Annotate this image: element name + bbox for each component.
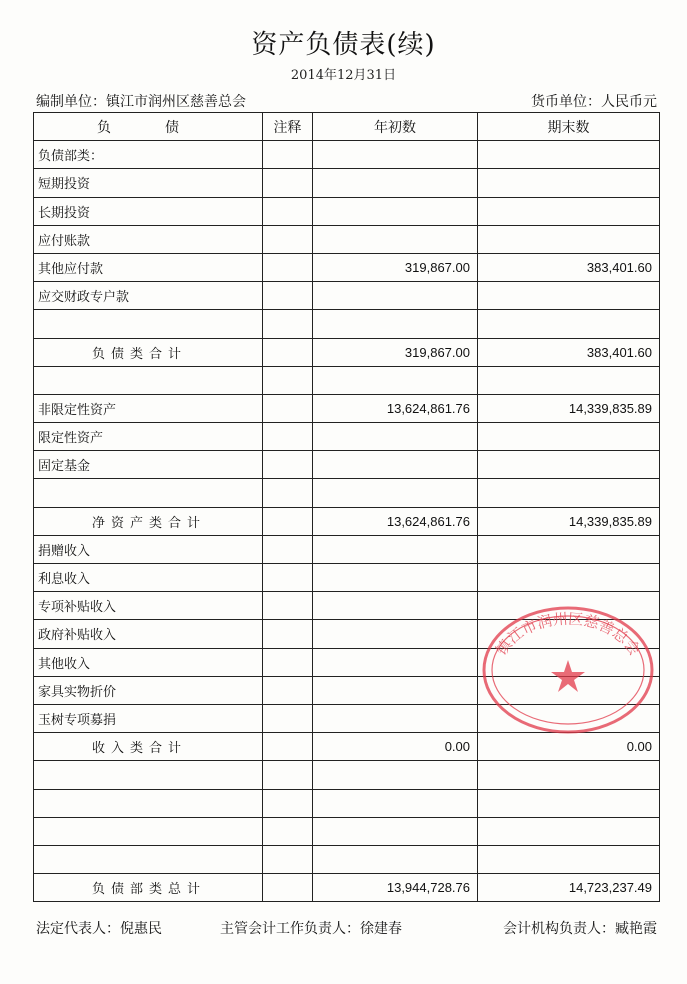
row-beginning-value: 319,867.00 [313, 253, 478, 281]
row-beginning-value [313, 423, 478, 451]
row-beginning-value [313, 169, 478, 197]
row-label [34, 310, 263, 338]
row-beginning-value: 319,867.00 [313, 338, 478, 366]
row-note [263, 141, 313, 169]
row-label: 玉树专项募捐 [34, 704, 263, 732]
row-ending-value [478, 197, 660, 225]
row-note [263, 817, 313, 845]
row-ending-value: 14,723,237.49 [478, 874, 660, 902]
table-row [34, 564, 660, 592]
row-ending-value [478, 564, 660, 592]
balance-sheet-table [33, 112, 660, 902]
table-row [34, 423, 660, 451]
row-beginning-value [313, 451, 478, 479]
row-beginning-value: 13,944,728.76 [313, 874, 478, 902]
row-note [263, 761, 313, 789]
legal-representative: 法定代表人：倪惠民 [36, 921, 162, 937]
row-beginning-value [313, 761, 478, 789]
row-beginning-value [313, 676, 478, 704]
row-note [263, 733, 313, 761]
row-label: 短期投资 [34, 169, 263, 197]
row-label: 应交财政专户款 [34, 282, 263, 310]
row-note [263, 253, 313, 281]
row-label: 利息收入 [34, 564, 263, 592]
row-beginning-value: 13,624,861.76 [313, 507, 478, 535]
row-ending-value [478, 169, 660, 197]
table-row [34, 451, 660, 479]
row-note [263, 423, 313, 451]
row-ending-value [478, 479, 660, 507]
row-label: 捐赠收入 [34, 535, 263, 563]
row-label [34, 761, 263, 789]
row-label: 家具实物折价 [34, 676, 263, 704]
row-note [263, 789, 313, 817]
chief-accountant: 主管会计工作负责人：徐建春 [220, 921, 402, 937]
table-row [34, 197, 660, 225]
row-ending-value [478, 423, 660, 451]
row-label: 其他收入 [34, 648, 263, 676]
row-note [263, 564, 313, 592]
table-row [34, 789, 660, 817]
row-ending-value [478, 366, 660, 394]
row-label: 收入类合计 [34, 733, 263, 761]
row-note [263, 225, 313, 253]
row-ending-value: 383,401.60 [478, 338, 660, 366]
row-label: 非限定性资产 [34, 394, 263, 422]
row-note [263, 620, 313, 648]
row-beginning-value [313, 282, 478, 310]
row-note [263, 507, 313, 535]
table-row [34, 366, 660, 394]
seal-text: 镇江市润州区慈善总会 [492, 609, 644, 659]
row-label [34, 845, 263, 873]
row-note [263, 197, 313, 225]
table-row [34, 845, 660, 873]
row-beginning-value [313, 620, 478, 648]
col-header-beginning: 年初数 [313, 113, 478, 141]
row-note [263, 338, 313, 366]
table-row [34, 310, 660, 338]
row-note [263, 704, 313, 732]
table-row [34, 338, 660, 366]
row-beginning-value [313, 564, 478, 592]
row-beginning-value [313, 648, 478, 676]
row-ending-value [478, 141, 660, 169]
row-beginning-value [313, 479, 478, 507]
report-title: 资产负债表(续) [251, 30, 436, 60]
table-row [34, 761, 660, 789]
row-beginning-value [313, 704, 478, 732]
table-row [34, 253, 660, 281]
official-seal-stamp [478, 600, 658, 740]
row-beginning-value [313, 845, 478, 873]
row-ending-value [478, 282, 660, 310]
col-header-notes: 注释 [263, 113, 313, 141]
row-beginning-value [313, 817, 478, 845]
report-date: 2014年12月31日 [290, 68, 397, 83]
row-note [263, 874, 313, 902]
row-note [263, 648, 313, 676]
row-beginning-value [313, 366, 478, 394]
row-label: 长期投资 [34, 197, 263, 225]
row-ending-value [478, 535, 660, 563]
accounting-dept-head: 会计机构负责人：臧艳霞 [503, 921, 657, 937]
currency-unit: 货币单位：人民币元 [531, 94, 657, 110]
row-note [263, 451, 313, 479]
table-row [34, 141, 660, 169]
row-ending-value [478, 310, 660, 338]
row-label: 应付账款 [34, 225, 263, 253]
row-label: 固定基金 [34, 451, 263, 479]
table-row [34, 817, 660, 845]
row-label [34, 817, 263, 845]
row-note [263, 169, 313, 197]
row-beginning-value [313, 225, 478, 253]
row-beginning-value [313, 535, 478, 563]
row-label [34, 366, 263, 394]
row-beginning-value: 13,624,861.76 [313, 394, 478, 422]
row-beginning-value [313, 310, 478, 338]
row-beginning-value [313, 789, 478, 817]
row-ending-value [478, 451, 660, 479]
col-header-liabilities: 负 债 [34, 113, 263, 141]
row-note [263, 310, 313, 338]
row-label: 专项补贴收入 [34, 592, 263, 620]
row-ending-value: 14,339,835.89 [478, 394, 660, 422]
row-ending-value [478, 845, 660, 873]
table-row [34, 535, 660, 563]
row-ending-value [478, 789, 660, 817]
row-beginning-value [313, 141, 478, 169]
row-ending-value: 14,339,835.89 [478, 507, 660, 535]
row-ending-value: 383,401.60 [478, 253, 660, 281]
row-label: 负债部类总计 [34, 874, 263, 902]
col-header-ending: 期末数 [478, 113, 660, 141]
table-row [34, 479, 660, 507]
row-ending-value [478, 225, 660, 253]
row-note [263, 535, 313, 563]
row-beginning-value: 0.00 [313, 733, 478, 761]
table-row [34, 282, 660, 310]
row-label: 政府补贴收入 [34, 620, 263, 648]
table-row [34, 169, 660, 197]
seal-star-icon [551, 660, 585, 692]
row-note [263, 845, 313, 873]
row-label: 净资产类合计 [34, 507, 263, 535]
row-note [263, 676, 313, 704]
row-label [34, 789, 263, 817]
row-note [263, 394, 313, 422]
row-note [263, 366, 313, 394]
row-note [263, 592, 313, 620]
table-row [34, 507, 660, 535]
row-note [263, 479, 313, 507]
reporting-unit: 编制单位：镇江市润州区慈善总会 [36, 94, 246, 110]
table-row [34, 225, 660, 253]
row-ending-value [478, 817, 660, 845]
table-row [34, 874, 660, 902]
row-ending-value: 0.00 [478, 733, 660, 761]
row-ending-value [478, 761, 660, 789]
row-label: 限定性资产 [34, 423, 263, 451]
row-label: 负债类合计 [34, 338, 263, 366]
row-label: 其他应付款 [34, 253, 263, 281]
table-row [34, 394, 660, 422]
row-note [263, 282, 313, 310]
table-header-row [34, 113, 660, 141]
row-label: 负债部类： [34, 141, 263, 169]
row-label [34, 479, 263, 507]
row-beginning-value [313, 592, 478, 620]
row-beginning-value [313, 197, 478, 225]
